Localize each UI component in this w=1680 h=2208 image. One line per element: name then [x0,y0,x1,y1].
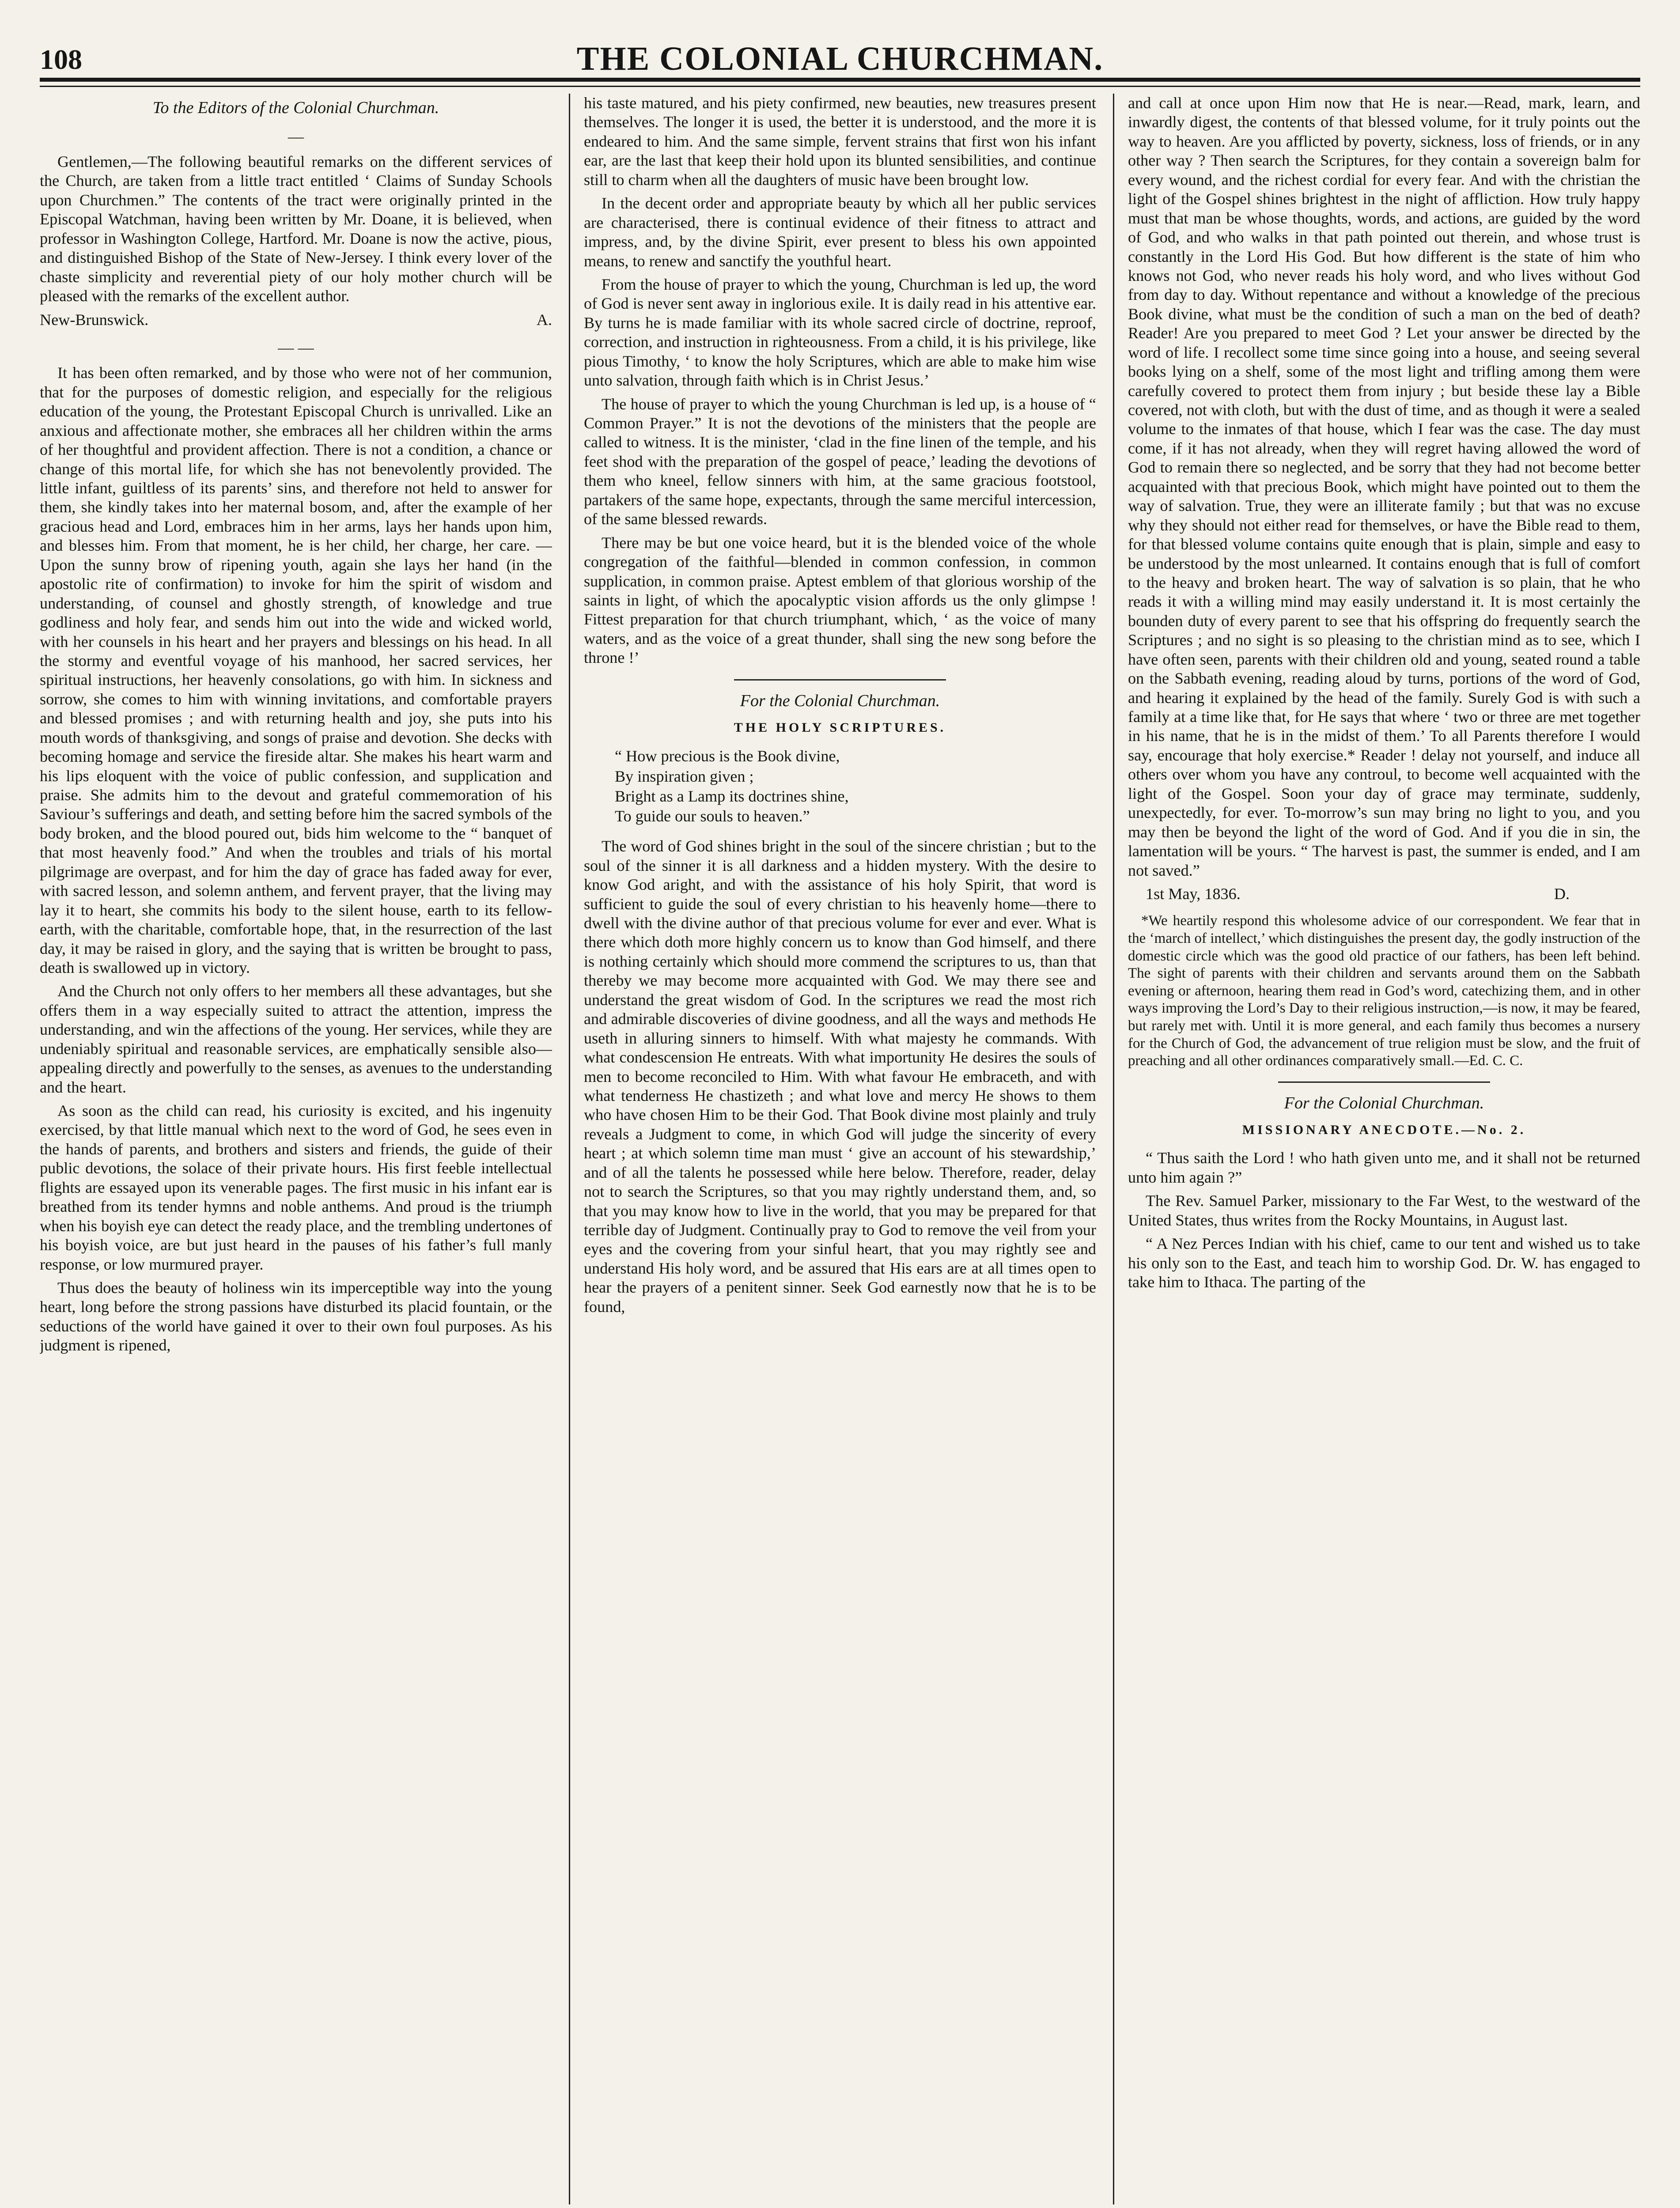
article-paragraph: his taste matured, and his piety confirmed, new beauties, new treasures present themselves. The longer it is used, the better it is understood, and the more it is endeared to him. And the same simple, fervent strains that first won his infant ear, are the last that keep their hold upon its blunted sensibilities, and continue still to charm when all the daughters of music have been brought low. [584,94,1096,189]
article-paragraph: It has been often remarked, and by those who were not of her communion, that for the purposes of domestic religion, and especially for the religious education of the young, the Protestant Episcopal Church is unrivalled. Like an anxious and affectionate mother, she embraces all her children within the arms of her thoughtful and provident affection. There is not a condition, a chance or change of this mortal life, for which she has not benevolently provided. The little infant, guiltless of its parents’ sins, and therefore not held to answer for them, she kindly takes into her maternal bosom, and, after the example of her gracious head and Lord, embraces him in her arms, lays her hands upon him, and blesses him. From that moment, he is her child, her charge, her care. —Upon the sunny brow of ripening youth, again she lays her hand (in the apostolic rite of confirmation) to invoke for him the spirit of wisdom and understanding, of counsel and ghostly strength, of knowledge and true godliness and holy fear, and sends him out into the wide and wicked world, with her counsels in his heart and her prayers and blessings on his head. In all the stormy and eventful voyage of his manhood, her sacred services, her spiritual instructions, her heavenly consolations, go with him. In sickness and sorrow, she comes to him with winning invitations, and comfortable prayers and blessed promises ; and with returning health and joy, she puts into his mouth words of thanksgiving, and songs of praise and devotion. She decks with becoming homage and service the fireside altar. She makes his heart warm and his lips eloquent with the voice of public confession, and supplication and praise. She admits him to the devout and grateful commemoration of his Saviour’s sufferings and death, and setting before him the sacred symbols of the body broken, and the blood poured out, bids him welcome to the “ banquet of that most heavenly food.” And when the troubles and trials of his mortal pilgrimage are overpast, and for him the day of grace has faded away for ever, with sacred lesson, and solemn anthem, and fervent prayer, that the living may lay it to heart, she commits his body to the silent house, earth to its fellow-earth, with the charitable, comfortable hope, that, in the resurrection of the last day, it may be raised in glory, and the saying that is written be brought to pass, death is swallowed up in victory. [40,364,552,976]
verse-block [615,746,1096,826]
article-paragraph: The Rev. Samuel Parker, missionary to the Far West, to the westward of the United States, thus writes from the Rocky Mountains, in August last. [1128,1192,1640,1229]
verse-line: By inspiration given ; [615,767,754,785]
column-divider-2 [1113,94,1114,2204]
verse-line: “ How precious is the Book divine, [615,747,840,765]
header-rule-thick [40,78,1640,82]
article-paragraph: As soon as the child can read, his curiosity is excited, and his ingenuity exercised, by that little manual which next to the word of God, he sees even in the hands of parents, and brothers and sisters and friends, the guide of their public devotions, the solace of their private hours. His first feeble intellectual flights are essayed upon its venerable pages. The first music in his infant ear is breathed from its tender hymns and noble anthems. And proud is the triumph when his boyish eye can detect the ready place, and the trembling undertones of his boyish voice, are but just heard in the pauses of his father’s full manly response, or low murmured prayer. [40,1102,552,1273]
header-rule-thin [40,86,1640,87]
verse-line: Bright as a Lamp its doctrines shine, [615,787,849,805]
letter-heading: To the Editors of the Colonial Churchman. [152,98,439,117]
article-paragraph: and call at once upon Him now that He is near.—Read, mark, learn, and inwardly digest, the contents of that blessed volume, for it truly points out the way to heaven. Are you afflicted by poverty, sickness, loss of friends, or in any other way ? Then search the Scriptures, for they contain a sovereign balm for every wound, and the richest cordial for every fear. And with the christian the light of the Gospel shines brightest in the night of affliction. How truly happy must that man be whose thoughts, words, and actions, are guided by the word of God, and who walks in that path pointed out therein, and whose trust is constantly in the Lord His God. But how different is the state of him who knows not God, who never reads his holy word, and who lives without God from day to day. Without repentance and without a knowledge of the precious Book divine, what must be the condition of such a man on the bed of death? Reader! Are you prepared to meet God ? Let your answer be directed by the word of life. I recollect some time since going into a house, and seeing several books lying on a shelf, some of the most light and trifling among them were carefully covered to protect them from injury ; but beside these lay a Bible covered, not with cloth, but with the dust of time, and as though it were a sealed volume to the inmates of that house, which I fear was the case. The day must come, if it has not already, when they will regret having allowed the word of God to remain there so neglected, and be sorry that they had not become better acquainted with that precious Book, which might have pointed out to them the way of salvation. True, they were an illiterate family ; but that was no excuse why they should not either read for themselves, or have the Bible read to them, for that blessed volume contains quite enough that is plain, simple and easy to be understood by the most unlearned. It contains enough that is full of comfort to the heavy and broken heart. The way of salvation is so plain, that he who reads it with a willing mind may easily understand it. It is most certainly the bounden duty of every parent to see that his offspring do frequently search the Scriptures ; and no sight is so pleasing to the christian mind as to see, which I have often seen, parents with their children old and young, seated round a table on the Sabbath evening, reading aloud by turns, portions of the word of God, and hearing it explained by the head of the family. Surely God is with such a family at a time like that, for He says that where ‘ two or three are met together in his name, that he is in the midst of them.’ To all Parents therefore I would say, encourage that holy exercise.* Reader ! delay not yourself, and induce all others over whom you have any controul, to become well acquainted with the light of the Gospel. Soon your day of grace may terminate, suddenly, unexpectedly, for ever. To-morrow’s sun may bring no light to you, and you may then be beyond the light of the word of God. And if you die in sin, the lamentation will be yours. “ The harvest is past, the summer is ended, and I am not saved.” [1128,94,1640,879]
letter-place: New-Brunswick. [40,310,149,329]
editor-footnote: *We heartily respond this wholesome advice of our correspondent. We fear that in the ‘march of intellect,’ which distinguishes the present day, the godly instruction of the domestic circle which was the good old practice of our fathers, has been left behind. The sight of parents with their children and servants around them on the Sabbath evening or afternoon, hearing them read in God’s word, catechizing them, and in other ways improving the Lord’s Day to their religious instruction,—is now, it may be feared, but rarely met with. Until it is more general, and each family thus becomes a nursery for the Church of God, the advancement of true religion must be slow, and the fruit of preaching and all other ordinances comparatively small.—Ed. C. C. [1128,913,1640,1069]
separator-dash: — — [278,338,314,356]
separator-dash: — [288,127,304,145]
column-3 [1128,94,1640,2208]
article-signoff [1128,885,1640,904]
article-paragraph: “ Thus saith the Lord ! who hath given unto me, and it shall not be returned unto him again ?” [1128,1149,1640,1186]
article-title: MISSIONARY ANECDOTE.—No. 2. [1242,1123,1526,1138]
page-number: 108 [40,44,82,75]
article-paragraph: And the Church not only offers to her members all these advantages, but she offers them in a way especially suited to attract the attention, impress the understanding, and win the affections of the young. Her services, while they are undeniably spiritual and reasonable services, are emphatically sensible also—appealing directly and powerfully to the senses, as avenues to the understanding and the heart. [40,982,552,1096]
article-paragraph: “ A Nez Perces Indian with his chief, came to our tent and wished us to take his only son to the East, and teach him to worship God. Dr. W. has engaged to take him to Ithaca. The parting of the [1128,1235,1640,1291]
article-paragraph: Thus does the beauty of holiness win its imperceptible way into the young heart, long before the strong passions have disturbed its placid fountain, or the seductions of the world have gained it over to their own foul purposes. As his judgment is ripened, [40,1278,552,1354]
column-1 [40,94,552,2208]
letter-signoff [40,310,552,329]
section-heading: For the Colonial Churchman. [740,691,940,710]
letter-initial: A. [536,310,552,329]
article-initial: D. [1554,885,1570,903]
letter-intro-paragraph: Gentlemen,—The following beautiful remarks on the different services of the Church, are taken from a little tract entitled ‘ Claims of Sunday Schools upon Churchmen.” The contents of the tract were originally printed in the Episcopal Watchman, having been written by Mr. Doane, it is believed, when professor in Washington College, Hartford. Mr. Doane is now the active, pious, and distinguished Bishop of the State of New-Jersey. I think every lover of the chaste simplicity and reverential piety of our holy mother church will be pleased with the remarks of the excellent author. [40,153,552,305]
article-paragraph: In the decent order and appropriate beauty by which all her public services are characterised, there is continual evidence of their fitness to attract and impress, and, by the divine Spirit, ever present to bless his own appointed means, to renew and sanctify the youthful heart. [584,194,1096,270]
section-heading: For the Colonial Churchman. [1284,1093,1484,1112]
article-title: THE HOLY SCRIPTURES. [734,720,946,735]
article-paragraph: The house of prayer to which the young Churchman is led up, is a house of “ Common Prayer.” It is not the devotions of the ministers that the people are called to witness. It is the minister, ‘clad in the fine linen of the temple, and his feet shod with the preparation of the gospel of peace,’ leading the devotions of them who kneel, fellow sinners with him, at the same gracious footstool, partakers of the same hope, expectants, through the same merciful intercession, of the same blessed rewards. [584,395,1096,528]
masthead [40,31,1640,93]
article-date: 1st May, 1836. [1146,885,1241,903]
article-paragraph: There may be but one voice heard, but it is the blended voice of the whole congregation of the faithful—blended in common confession, in common supplication, in common praise. Aptest emblem of that glorious worship of the saints in light, of which the apocalyptic vision affords us the only glimpse ! Fittest preparation for that church triumphant, which, ‘ as the voice of many waters, and as the voice of a great thunder, shall sing the new song before the throne !’ [584,533,1096,667]
column-2 [584,94,1096,2208]
verse-line: To guide our souls to heaven.” [615,807,810,825]
column-divider-1 [569,94,570,2204]
running-title: THE COLONIAL CHURCHMAN. [576,40,1104,77]
article-paragraph: From the house of prayer to which the young, Churchman is led up, the word of God is never sent away in inglorious exile. It is daily read in his attentive ear. By turns he is made familiar with its whole sacred circle of doctrine, reproof, correction, and instruction in righteousness. From a child, it is his privilege, like pious Timothy, ‘ to know the holy Scriptures, which are able to make him wise unto salvation, through faith which is in Christ Jesus.’ [584,275,1096,389]
article-paragraph: The word of God shines bright in the soul of the sincere christian ; but to the soul of the sinner it is all darkness and a hidden mystery. With the desire to know God aright, and with the assistance of his holy Spirit, that word is sufficient to guide the soul of every christian to his heavenly home—there to dwell with the divine author of that precious volume for ever and ever. What is there which doth more highly concern us to know than God himself, and there is nothing certainly which should more commend the scriptures to us, than that thereby we may become more acquainted with God. We may there see and understand the great wisdom of God. In the scriptures we read the most rich and admirable discoveries of divine goodness, and all the ways and methods He useth in alluring sinners to himself. With what majesty he commands. With what condescension He entreats. With what importunity He desires the souls of men to become reconciled to Him. With what favour He embraceth, and with what tenderness He chastizeth ; and what love and mercy He shows to them who have chosen Him to be their God. That Book divine most plainly and truly reveals a Judgment to come, in which God will judge the sincerity of every heart ; at which solemn time man must ‘ give an account of his stewardship,’ and of all the talents he possessed while here below. Therefore, reader, delay not to search the Scriptures, so that you may rightly understand them, and, so that you may know how to live in the world, that you may be prepared for that terrible day of Judgment. Continually pray to God to remove the veil from your eyes and the covering from your sinful heart, that you may rightly see and understand His holy word, and be assured that His ears are at all times open to hear the prayers of a penitent sinner. Seek God earnestly now that he is to be found, [584,837,1096,1316]
section-separator [1278,1081,1490,1083]
section-separator [734,679,946,681]
